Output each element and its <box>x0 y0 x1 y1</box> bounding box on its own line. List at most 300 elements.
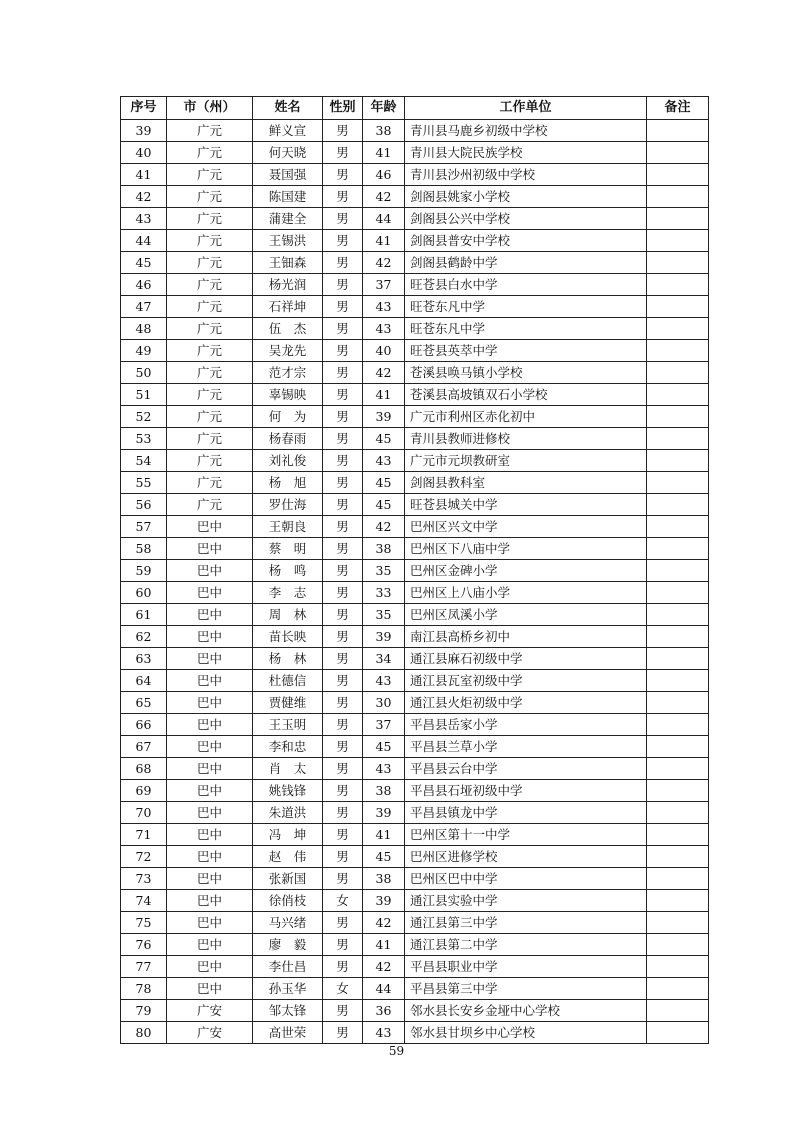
cell-workplace: 平昌县云台中学 <box>405 758 647 780</box>
cell-gender: 男 <box>323 538 363 560</box>
cell-index: 64 <box>121 670 167 692</box>
table-row <box>121 120 709 142</box>
cell-city: 巴中 <box>167 780 253 802</box>
cell-gender: 男 <box>323 516 363 538</box>
cell-name: 罗仕海 <box>253 494 323 516</box>
cell-workplace: 广元市元坝教研室 <box>405 450 647 472</box>
cell-index: 79 <box>121 1000 167 1022</box>
cell-age: 35 <box>363 560 405 582</box>
cell-remarks <box>647 780 709 802</box>
cell-city: 广元 <box>167 384 253 406</box>
cell-index: 61 <box>121 604 167 626</box>
cell-city: 广安 <box>167 1022 253 1044</box>
cell-city: 巴中 <box>167 582 253 604</box>
table-row <box>121 802 709 824</box>
cell-name: 张新国 <box>253 868 323 890</box>
cell-gender: 男 <box>323 450 363 472</box>
cell-index: 60 <box>121 582 167 604</box>
cell-gender: 男 <box>323 318 363 340</box>
cell-city: 广元 <box>167 472 253 494</box>
table-row <box>121 252 709 274</box>
table-row <box>121 692 709 714</box>
cell-age: 43 <box>363 450 405 472</box>
cell-name: 吴龙先 <box>253 340 323 362</box>
cell-name: 王钿森 <box>253 252 323 274</box>
cell-age: 43 <box>363 758 405 780</box>
cell-workplace: 剑阁县普安中学校 <box>405 230 647 252</box>
table-row <box>121 450 709 472</box>
cell-remarks <box>647 1022 709 1044</box>
table-row <box>121 1000 709 1022</box>
cell-name: 何天晓 <box>253 142 323 164</box>
cell-index: 78 <box>121 978 167 1000</box>
cell-age: 46 <box>363 164 405 186</box>
table-row <box>121 142 709 164</box>
cell-age: 42 <box>363 912 405 934</box>
table-row <box>121 648 709 670</box>
cell-gender: 男 <box>323 1000 363 1022</box>
cell-city: 广元 <box>167 186 253 208</box>
cell-gender: 男 <box>323 142 363 164</box>
cell-city: 广元 <box>167 230 253 252</box>
cell-workplace: 巴州区进修学校 <box>405 846 647 868</box>
cell-gender: 男 <box>323 560 363 582</box>
cell-index: 54 <box>121 450 167 472</box>
cell-index: 50 <box>121 362 167 384</box>
table-row <box>121 780 709 802</box>
cell-age: 43 <box>363 318 405 340</box>
cell-age: 41 <box>363 384 405 406</box>
cell-remarks <box>647 296 709 318</box>
cell-workplace: 旺苍东凡中学 <box>405 318 647 340</box>
cell-index: 57 <box>121 516 167 538</box>
cell-name: 杨 鸣 <box>253 560 323 582</box>
cell-age: 33 <box>363 582 405 604</box>
table-row <box>121 186 709 208</box>
cell-workplace: 巴州区兴文中学 <box>405 516 647 538</box>
cell-age: 40 <box>363 340 405 362</box>
table-row <box>121 934 709 956</box>
cell-remarks <box>647 868 709 890</box>
header-age: 年龄 <box>363 97 405 120</box>
cell-remarks <box>647 758 709 780</box>
cell-gender: 男 <box>323 934 363 956</box>
cell-age: 36 <box>363 1000 405 1022</box>
cell-remarks <box>647 956 709 978</box>
cell-remarks <box>647 560 709 582</box>
table-row <box>121 868 709 890</box>
cell-city: 巴中 <box>167 648 253 670</box>
cell-workplace: 通江县瓦室初级中学 <box>405 670 647 692</box>
cell-remarks <box>647 120 709 142</box>
cell-gender: 男 <box>323 186 363 208</box>
cell-workplace: 邻水县甘坝乡中心学校 <box>405 1022 647 1044</box>
cell-age: 43 <box>363 670 405 692</box>
cell-remarks <box>647 582 709 604</box>
cell-remarks <box>647 252 709 274</box>
cell-gender: 男 <box>323 428 363 450</box>
cell-index: 58 <box>121 538 167 560</box>
table-row <box>121 274 709 296</box>
table-row <box>121 560 709 582</box>
cell-remarks <box>647 406 709 428</box>
cell-remarks <box>647 626 709 648</box>
table-row <box>121 472 709 494</box>
cell-remarks <box>647 890 709 912</box>
cell-name: 辜锡映 <box>253 384 323 406</box>
cell-remarks <box>647 362 709 384</box>
cell-workplace: 邻水县长安乡金垭中心学校 <box>405 1000 647 1022</box>
cell-name: 陈国建 <box>253 186 323 208</box>
cell-gender: 男 <box>323 736 363 758</box>
page-number: 59 <box>388 1044 405 1058</box>
cell-age: 38 <box>363 538 405 560</box>
cell-gender: 男 <box>323 296 363 318</box>
cell-city: 巴中 <box>167 868 253 890</box>
table-row <box>121 846 709 868</box>
cell-index: 46 <box>121 274 167 296</box>
cell-index: 66 <box>121 714 167 736</box>
cell-gender: 男 <box>323 824 363 846</box>
cell-name: 高世荣 <box>253 1022 323 1044</box>
cell-workplace: 南江县高桥乡初中 <box>405 626 647 648</box>
cell-name: 聂国强 <box>253 164 323 186</box>
cell-gender: 男 <box>323 780 363 802</box>
cell-workplace: 旺苍县英萃中学 <box>405 340 647 362</box>
cell-age: 45 <box>363 494 405 516</box>
cell-gender: 男 <box>323 164 363 186</box>
cell-city: 广元 <box>167 142 253 164</box>
cell-remarks <box>647 934 709 956</box>
cell-city: 巴中 <box>167 956 253 978</box>
cell-city: 巴中 <box>167 824 253 846</box>
cell-age: 37 <box>363 274 405 296</box>
cell-workplace: 青川县大院民族学校 <box>405 142 647 164</box>
cell-name: 贾健维 <box>253 692 323 714</box>
cell-index: 56 <box>121 494 167 516</box>
cell-workplace: 青川县马鹿乡初级中学校 <box>405 120 647 142</box>
cell-index: 74 <box>121 890 167 912</box>
table-body <box>121 120 709 1044</box>
cell-age: 35 <box>363 604 405 626</box>
cell-remarks <box>647 274 709 296</box>
cell-remarks <box>647 516 709 538</box>
cell-remarks <box>647 648 709 670</box>
cell-name: 何 为 <box>253 406 323 428</box>
cell-workplace: 平昌县第三中学 <box>405 978 647 1000</box>
cell-gender: 男 <box>323 340 363 362</box>
cell-name: 鲜义宣 <box>253 120 323 142</box>
table-row <box>121 1022 709 1044</box>
cell-city: 广元 <box>167 164 253 186</box>
cell-index: 67 <box>121 736 167 758</box>
cell-remarks <box>647 802 709 824</box>
table-row <box>121 604 709 626</box>
table-header-row <box>121 97 709 120</box>
cell-remarks <box>647 604 709 626</box>
cell-index: 40 <box>121 142 167 164</box>
table-row <box>121 758 709 780</box>
cell-index: 45 <box>121 252 167 274</box>
cell-age: 41 <box>363 824 405 846</box>
cell-workplace: 旺苍县城关中学 <box>405 494 647 516</box>
cell-workplace: 通江县火炬初级中学 <box>405 692 647 714</box>
cell-gender: 男 <box>323 868 363 890</box>
cell-workplace: 平昌县镇龙中学 <box>405 802 647 824</box>
table-row <box>121 824 709 846</box>
cell-remarks <box>647 824 709 846</box>
cell-gender: 男 <box>323 604 363 626</box>
cell-name: 邹太锋 <box>253 1000 323 1022</box>
table-row <box>121 516 709 538</box>
table-row <box>121 296 709 318</box>
cell-index: 53 <box>121 428 167 450</box>
cell-index: 68 <box>121 758 167 780</box>
cell-city: 广元 <box>167 340 253 362</box>
cell-name: 朱道洪 <box>253 802 323 824</box>
cell-index: 77 <box>121 956 167 978</box>
cell-gender: 女 <box>323 978 363 1000</box>
table-row <box>121 538 709 560</box>
table-row <box>121 384 709 406</box>
cell-city: 巴中 <box>167 978 253 1000</box>
cell-name: 马兴绪 <box>253 912 323 934</box>
cell-index: 48 <box>121 318 167 340</box>
cell-city: 广元 <box>167 318 253 340</box>
cell-gender: 男 <box>323 120 363 142</box>
cell-workplace: 广元市利州区赤化初中 <box>405 406 647 428</box>
cell-name: 刘礼俊 <box>253 450 323 472</box>
cell-index: 69 <box>121 780 167 802</box>
cell-remarks <box>647 164 709 186</box>
cell-age: 41 <box>363 142 405 164</box>
table-row <box>121 714 709 736</box>
cell-gender: 男 <box>323 692 363 714</box>
table-row <box>121 978 709 1000</box>
cell-city: 巴中 <box>167 912 253 934</box>
cell-age: 38 <box>363 868 405 890</box>
cell-name: 苗长映 <box>253 626 323 648</box>
cell-city: 巴中 <box>167 846 253 868</box>
cell-name: 王玉明 <box>253 714 323 736</box>
cell-remarks <box>647 186 709 208</box>
cell-age: 39 <box>363 890 405 912</box>
cell-name: 廖 毅 <box>253 934 323 956</box>
cell-workplace: 旺苍县白水中学 <box>405 274 647 296</box>
cell-gender: 男 <box>323 274 363 296</box>
cell-index: 65 <box>121 692 167 714</box>
cell-city: 巴中 <box>167 758 253 780</box>
cell-name: 伍 杰 <box>253 318 323 340</box>
cell-gender: 男 <box>323 912 363 934</box>
header-name: 姓名 <box>253 97 323 120</box>
cell-workplace: 巴州区凤溪小学 <box>405 604 647 626</box>
cell-age: 37 <box>363 714 405 736</box>
cell-workplace: 剑阁县姚家小学校 <box>405 186 647 208</box>
cell-remarks <box>647 230 709 252</box>
table-row <box>121 736 709 758</box>
cell-name: 范才宗 <box>253 362 323 384</box>
cell-name: 肖 太 <box>253 758 323 780</box>
cell-workplace: 平昌县职业中学 <box>405 956 647 978</box>
cell-city: 广元 <box>167 406 253 428</box>
cell-workplace: 平昌县石垭初级中学 <box>405 780 647 802</box>
cell-city: 巴中 <box>167 934 253 956</box>
cell-age: 42 <box>363 516 405 538</box>
cell-city: 巴中 <box>167 538 253 560</box>
cell-index: 41 <box>121 164 167 186</box>
cell-gender: 男 <box>323 252 363 274</box>
cell-name: 王朝良 <box>253 516 323 538</box>
cell-remarks <box>647 340 709 362</box>
cell-workplace: 平昌县岳家小学 <box>405 714 647 736</box>
cell-name: 李和忠 <box>253 736 323 758</box>
cell-remarks <box>647 142 709 164</box>
cell-workplace: 剑阁县鹤龄中学 <box>405 252 647 274</box>
cell-age: 45 <box>363 428 405 450</box>
cell-index: 63 <box>121 648 167 670</box>
cell-index: 43 <box>121 208 167 230</box>
cell-gender: 男 <box>323 802 363 824</box>
cell-index: 47 <box>121 296 167 318</box>
cell-age: 39 <box>363 406 405 428</box>
cell-workplace: 青川县沙州初级中学校 <box>405 164 647 186</box>
cell-name: 姚钱锋 <box>253 780 323 802</box>
cell-remarks <box>647 318 709 340</box>
table-row <box>121 494 709 516</box>
cell-workplace: 通江县第二中学 <box>405 934 647 956</box>
cell-index: 51 <box>121 384 167 406</box>
cell-age: 38 <box>363 120 405 142</box>
cell-gender: 女 <box>323 890 363 912</box>
cell-city: 巴中 <box>167 692 253 714</box>
cell-name: 徐俏枝 <box>253 890 323 912</box>
cell-city: 巴中 <box>167 714 253 736</box>
cell-age: 30 <box>363 692 405 714</box>
cell-remarks <box>647 692 709 714</box>
header-index: 序号 <box>121 97 167 120</box>
cell-remarks <box>647 384 709 406</box>
cell-workplace: 通江县第三中学 <box>405 912 647 934</box>
cell-name: 赵 伟 <box>253 846 323 868</box>
cell-age: 43 <box>363 296 405 318</box>
cell-workplace: 通江县实验中学 <box>405 890 647 912</box>
cell-city: 广元 <box>167 252 253 274</box>
table-row <box>121 164 709 186</box>
cell-age: 43 <box>363 1022 405 1044</box>
cell-index: 71 <box>121 824 167 846</box>
cell-age: 41 <box>363 230 405 252</box>
cell-age: 44 <box>363 208 405 230</box>
table-row <box>121 318 709 340</box>
cell-remarks <box>647 428 709 450</box>
cell-city: 广安 <box>167 1000 253 1022</box>
cell-gender: 男 <box>323 230 363 252</box>
cell-workplace: 巴州区下八庙中学 <box>405 538 647 560</box>
header-gender: 性别 <box>323 97 363 120</box>
cell-city: 广元 <box>167 450 253 472</box>
cell-gender: 男 <box>323 758 363 780</box>
cell-remarks <box>647 450 709 472</box>
cell-index: 52 <box>121 406 167 428</box>
cell-name: 孙玉华 <box>253 978 323 1000</box>
cell-gender: 男 <box>323 472 363 494</box>
cell-name: 蒲建全 <box>253 208 323 230</box>
cell-index: 42 <box>121 186 167 208</box>
cell-index: 62 <box>121 626 167 648</box>
cell-city: 巴中 <box>167 890 253 912</box>
table-row <box>121 406 709 428</box>
cell-workplace: 巴州区上八庙小学 <box>405 582 647 604</box>
cell-index: 55 <box>121 472 167 494</box>
cell-index: 70 <box>121 802 167 824</box>
cell-name: 杨 林 <box>253 648 323 670</box>
cell-remarks <box>647 208 709 230</box>
cell-age: 42 <box>363 186 405 208</box>
cell-remarks <box>647 538 709 560</box>
cell-workplace: 巴州区金碑小学 <box>405 560 647 582</box>
cell-gender: 男 <box>323 582 363 604</box>
cell-city: 巴中 <box>167 560 253 582</box>
cell-workplace: 苍溪县高坡镇双石小学校 <box>405 384 647 406</box>
table-row <box>121 230 709 252</box>
table-row <box>121 362 709 384</box>
cell-city: 广元 <box>167 362 253 384</box>
cell-remarks <box>647 714 709 736</box>
cell-name: 冯 坤 <box>253 824 323 846</box>
cell-workplace: 巴州区第十一中学 <box>405 824 647 846</box>
cell-gender: 男 <box>323 384 363 406</box>
table-row <box>121 956 709 978</box>
cell-remarks <box>647 494 709 516</box>
cell-gender: 男 <box>323 208 363 230</box>
cell-age: 42 <box>363 362 405 384</box>
header-city: 市（州） <box>167 97 253 120</box>
cell-city: 广元 <box>167 208 253 230</box>
cell-age: 34 <box>363 648 405 670</box>
table-row <box>121 340 709 362</box>
cell-gender: 男 <box>323 1022 363 1044</box>
cell-city: 广元 <box>167 428 253 450</box>
cell-remarks <box>647 846 709 868</box>
cell-name: 王锡洪 <box>253 230 323 252</box>
cell-name: 杨光润 <box>253 274 323 296</box>
cell-name: 杜德信 <box>253 670 323 692</box>
cell-city: 巴中 <box>167 670 253 692</box>
cell-city: 广元 <box>167 296 253 318</box>
cell-name: 李 志 <box>253 582 323 604</box>
cell-age: 44 <box>363 978 405 1000</box>
cell-name: 李仕昌 <box>253 956 323 978</box>
cell-index: 75 <box>121 912 167 934</box>
cell-gender: 男 <box>323 648 363 670</box>
cell-remarks <box>647 736 709 758</box>
cell-gender: 男 <box>323 362 363 384</box>
cell-remarks <box>647 912 709 934</box>
cell-gender: 男 <box>323 714 363 736</box>
cell-city: 广元 <box>167 494 253 516</box>
table-row <box>121 582 709 604</box>
cell-remarks <box>647 1000 709 1022</box>
table-row <box>121 428 709 450</box>
cell-index: 72 <box>121 846 167 868</box>
cell-age: 38 <box>363 780 405 802</box>
cell-age: 45 <box>363 472 405 494</box>
cell-index: 80 <box>121 1022 167 1044</box>
cell-index: 59 <box>121 560 167 582</box>
cell-workplace: 剑阁县教科室 <box>405 472 647 494</box>
cell-index: 73 <box>121 868 167 890</box>
